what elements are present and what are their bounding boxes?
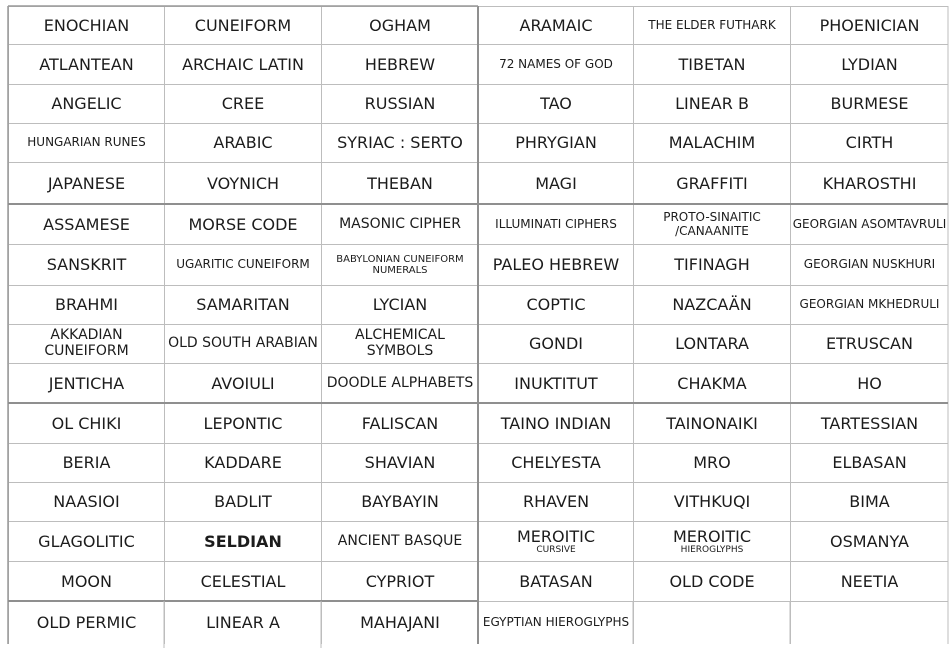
script-name-label: HEBREW xyxy=(364,54,436,74)
script-name-label: ASSAMESE xyxy=(43,214,130,234)
script-name-label: CYPRIOT xyxy=(365,571,435,591)
script-cell-hungarian-runes xyxy=(8,123,164,162)
script-name-label: BRAHMI xyxy=(55,295,118,315)
script-cell-celestial xyxy=(164,561,321,601)
script-cell-badlit xyxy=(164,482,321,521)
script-cell-graffiti xyxy=(633,162,790,204)
script-cell-arabic xyxy=(164,123,321,162)
script-cell-shavian xyxy=(321,443,478,482)
script-cell-moon xyxy=(8,561,164,601)
script-cell-lycian xyxy=(321,285,478,324)
script-name-label: ILLUMINATI CIPHERS xyxy=(495,216,617,231)
script-cell-old-permic xyxy=(8,601,164,644)
script-cell-georgian-mkhedruli xyxy=(790,285,948,324)
script-cell-meroitic xyxy=(478,521,633,561)
script-cell-ugaritic-cuneiform xyxy=(164,244,321,285)
script-cell-ho xyxy=(790,363,948,403)
script-cell-egyptian-hieroglyphs xyxy=(478,601,633,644)
script-cell-chelyesta xyxy=(478,443,633,482)
script-cell-brahmi xyxy=(8,285,164,324)
script-cell-phrygian xyxy=(478,123,633,162)
script-name-label: HO xyxy=(857,373,882,393)
script-cell-beria xyxy=(8,443,164,482)
script-cell-seldian xyxy=(164,521,321,561)
script-cell-rhaven xyxy=(478,482,633,521)
script-name-label: ENOCHIAN xyxy=(43,15,130,35)
script-name-label: BATASAN xyxy=(519,571,593,591)
script-name-label: CELESTIAL xyxy=(200,571,286,591)
script-name-label: BAYBAYIN xyxy=(361,492,439,512)
script-cell-baybayin xyxy=(321,482,478,521)
script-cell-ogham xyxy=(321,6,478,44)
script-name-label: VITHKUQI xyxy=(673,492,751,512)
script-cell-proto-sinaitic-canaanite xyxy=(633,204,790,244)
script-cell-chakma xyxy=(633,363,790,403)
script-name-label: RUSSIAN xyxy=(364,94,436,114)
script-cell-kaddare xyxy=(164,443,321,482)
script-name-label: KADDARE xyxy=(204,453,282,473)
script-name-label: GLAGOLITIC xyxy=(38,531,135,551)
script-name-label: SELDIAN xyxy=(204,531,282,551)
script-name-label: SAMARITAN xyxy=(196,295,290,315)
script-cell-paleo-hebrew xyxy=(478,244,633,285)
script-name-label: MEROITIC xyxy=(516,526,595,546)
script-name-label: MRO xyxy=(693,453,731,473)
script-cell-old-south-arabian xyxy=(164,324,321,363)
script-cell-malachim xyxy=(633,123,790,162)
script-name-label: GRAFFITI xyxy=(676,173,748,193)
script-name-label: ARABIC xyxy=(213,133,273,153)
script-name-label: TAINONAIKI xyxy=(666,413,758,433)
script-cell-inuktitut xyxy=(478,363,633,403)
script-cell-cypriot xyxy=(321,561,478,601)
script-name-label: RHAVEN xyxy=(522,492,590,512)
script-cell-alchemical-symbols xyxy=(321,324,478,363)
script-name-label: CREE xyxy=(221,94,265,114)
script-name-label: KHAROSTHI xyxy=(822,173,917,193)
script-name-label: BADLIT xyxy=(214,492,272,512)
script-cell-phoenician xyxy=(790,6,948,44)
script-cell-hebrew xyxy=(321,44,478,84)
script-name-label: TAO xyxy=(540,94,572,114)
script-cell-akkadian-cuneiform xyxy=(8,324,164,363)
script-cell-linear-a xyxy=(164,601,321,644)
script-name-label: SANSKRIT xyxy=(46,255,127,275)
script-cell-theban xyxy=(321,162,478,204)
script-cell-doodle-alphabets xyxy=(321,363,478,403)
script-cell-vithkuqi xyxy=(633,482,790,521)
script-name-label: MAHAJANI xyxy=(360,613,440,633)
script-cell-taino-indian xyxy=(478,403,633,443)
script-cell-tifinagh xyxy=(633,244,790,285)
script-cell-mro xyxy=(633,443,790,482)
script-name-label: OL CHIKI xyxy=(51,413,122,433)
script-cell-nazca-n xyxy=(633,285,790,324)
script-name-label: GONDI xyxy=(529,334,583,354)
script-name-label: GEORGIAN MKHEDRULI xyxy=(799,297,940,312)
script-name-label: DOODLE ALPHABETS xyxy=(326,374,474,391)
script-name-label: ATLANTEAN xyxy=(39,54,134,74)
script-cell-old-code xyxy=(633,561,790,601)
script-name-label: PHRYGIAN xyxy=(515,133,597,153)
script-cell-elbasan xyxy=(790,443,948,482)
script-cell-lepontic xyxy=(164,403,321,443)
script-cell-ol-chiki xyxy=(8,403,164,443)
script-cell-cuneiform xyxy=(164,6,321,44)
script-cell-japanese xyxy=(8,162,164,204)
script-name-label: SHAVIAN xyxy=(364,453,436,473)
script-name-label: UGARITIC CUNEIFORM xyxy=(176,257,310,272)
script-cell-sanskrit xyxy=(8,244,164,285)
script-cell-assamese xyxy=(8,204,164,244)
script-cell-etruscan xyxy=(790,324,948,363)
script-name-subtitle: CURSIVE xyxy=(536,545,576,556)
script-cell-russian xyxy=(321,84,478,123)
script-cell-tartessian xyxy=(790,403,948,443)
script-name-label: THE ELDER FUTHARK xyxy=(648,17,776,32)
script-cell-bima xyxy=(790,482,948,521)
script-name-label: PHOENICIAN xyxy=(819,15,920,35)
script-cell-lontara xyxy=(633,324,790,363)
script-cell-gondi xyxy=(478,324,633,363)
script-name-label: ARAMAIC xyxy=(519,15,593,35)
empty-cell xyxy=(633,601,790,644)
script-cell-magi xyxy=(478,162,633,204)
script-cell-syriac-serto xyxy=(321,123,478,162)
script-name-label: INUKTITUT xyxy=(514,373,598,393)
script-cell-mahajani xyxy=(321,601,478,644)
script-name-label: BIMA xyxy=(849,492,890,512)
script-name-label: ALCHEMICAL SYMBOLS xyxy=(355,327,445,359)
script-cell-babylonian-cuneiform-numerals xyxy=(321,244,478,285)
script-cell-tainonaiki xyxy=(633,403,790,443)
script-cell-tibetan xyxy=(633,44,790,84)
script-cell-coptic xyxy=(478,285,633,324)
script-name-label: PROTO-SINAITIC /CANAANITE xyxy=(663,210,761,238)
script-name-label: MEROITIC xyxy=(672,526,751,546)
script-name-label: TIFINAGH xyxy=(674,255,750,275)
script-cell-faliscan xyxy=(321,403,478,443)
script-cell-illuminati-ciphers xyxy=(478,204,633,244)
script-cell-cree xyxy=(164,84,321,123)
script-cell-enochian xyxy=(8,6,164,44)
script-name-label: HUNGARIAN RUNES xyxy=(27,135,146,150)
script-cell-cirth xyxy=(790,123,948,162)
script-cell-aramaic xyxy=(478,6,633,44)
script-cell-batasan xyxy=(478,561,633,601)
script-name-label: LEPONTIC xyxy=(203,413,283,433)
script-name-label: MORSE CODE xyxy=(188,214,298,234)
script-cell-neetia xyxy=(790,561,948,601)
script-name-label: MAGI xyxy=(535,173,577,193)
script-cell-angelic xyxy=(8,84,164,123)
script-name-subtitle: HIEROGLYPHS xyxy=(680,545,744,556)
script-cell-osmanya xyxy=(790,521,948,561)
script-name-label: ANCIENT BASQUE xyxy=(337,532,463,549)
script-cell-avoiuli xyxy=(164,363,321,403)
script-cell-naasioi xyxy=(8,482,164,521)
script-cell-lydian xyxy=(790,44,948,84)
script-name-label: LONTARA xyxy=(675,334,749,354)
script-name-label: NAZCAÄN xyxy=(672,295,752,315)
script-cell-the-elder-futhark xyxy=(633,6,790,44)
empty-cell xyxy=(790,601,948,644)
script-name-label: CHAKMA xyxy=(677,373,747,393)
script-name-label: LYCIAN xyxy=(372,295,428,315)
script-name-label: TIBETAN xyxy=(678,54,746,74)
script-name-label: COPTIC xyxy=(526,295,586,315)
script-cell-glagolitic xyxy=(8,521,164,561)
script-name-label: 72 NAMES OF GOD xyxy=(499,56,613,71)
script-name-label: MALACHIM xyxy=(668,133,756,153)
script-name-label: TAINO INDIAN xyxy=(500,413,612,433)
script-name-label: OLD CODE xyxy=(669,571,755,591)
script-name-label: SYRIAC : SERTO xyxy=(337,133,463,153)
script-name-label: GEORGIAN NUSKHURI xyxy=(803,257,936,272)
script-cell-archaic-latin xyxy=(164,44,321,84)
script-cell-linear-b xyxy=(633,84,790,123)
script-cell-burmese xyxy=(790,84,948,123)
script-cell-samaritan xyxy=(164,285,321,324)
script-name-label: OLD SOUTH ARABIAN xyxy=(168,335,318,352)
script-cell-atlantean xyxy=(8,44,164,84)
script-name-label: CUNEIFORM xyxy=(194,15,292,35)
script-name-label: JENTICHA xyxy=(48,373,125,393)
script-name-label: CHELYESTA xyxy=(511,453,601,473)
script-name-label: NAASIOI xyxy=(53,492,120,512)
script-cell-72-names-of-god xyxy=(478,44,633,84)
script-cell-morse-code xyxy=(164,204,321,244)
script-name-label: VOYNICH xyxy=(206,173,280,193)
script-name-label: TARTESSIAN xyxy=(820,413,919,433)
script-name-label: FALISCAN xyxy=(361,413,439,433)
script-cell-jenticha xyxy=(8,363,164,403)
script-name-label: OGHAM xyxy=(369,15,431,35)
script-name-label: THEBAN xyxy=(367,173,433,193)
script-name-label: JAPANESE xyxy=(47,173,126,193)
script-name-label: ANGELIC xyxy=(51,94,122,114)
script-cell-georgian-asomtavruli xyxy=(790,204,948,244)
script-name-label: MASONIC CIPHER xyxy=(339,215,461,232)
script-name-label: LYDIAN xyxy=(841,54,898,74)
script-cell-kharosthi xyxy=(790,162,948,204)
script-name-label: NEETIA xyxy=(840,571,899,591)
script-cell-ancient-basque xyxy=(321,521,478,561)
script-cell-georgian-nuskhuri xyxy=(790,244,948,285)
script-name-label: BABYLONIAN CUNEIFORM NUMERALS xyxy=(336,253,464,276)
script-name-label: ELBASAN xyxy=(832,453,907,473)
script-name-label: BERIA xyxy=(62,453,111,473)
script-cell-meroitic xyxy=(633,521,790,561)
script-cell-masonic-cipher xyxy=(321,204,478,244)
script-name-label: EGYPTIAN HIEROGLYPHS xyxy=(482,615,630,630)
script-name-label: GEORGIAN ASOMTAVRULI xyxy=(792,216,947,231)
script-name-label: LINEAR A xyxy=(206,613,280,633)
script-name-label: AVOIULI xyxy=(211,373,275,393)
script-name-label: OSMANYA xyxy=(830,531,909,551)
script-cell-tao xyxy=(478,84,633,123)
script-name-label: PALEO HEBREW xyxy=(492,255,620,275)
script-name-label: MOON xyxy=(61,571,112,591)
script-name-label: OLD PERMIC xyxy=(36,613,137,633)
script-name-label: ETRUSCAN xyxy=(826,334,913,354)
script-name-label: ARCHAIC LATIN xyxy=(182,54,304,74)
script-cell-voynich xyxy=(164,162,321,204)
script-name-label: BURMESE xyxy=(830,94,909,114)
script-name-label: LINEAR B xyxy=(675,94,749,114)
script-name-label: AKKADIAN CUNEIFORM xyxy=(44,327,129,359)
script-name-label: CIRTH xyxy=(845,133,894,153)
